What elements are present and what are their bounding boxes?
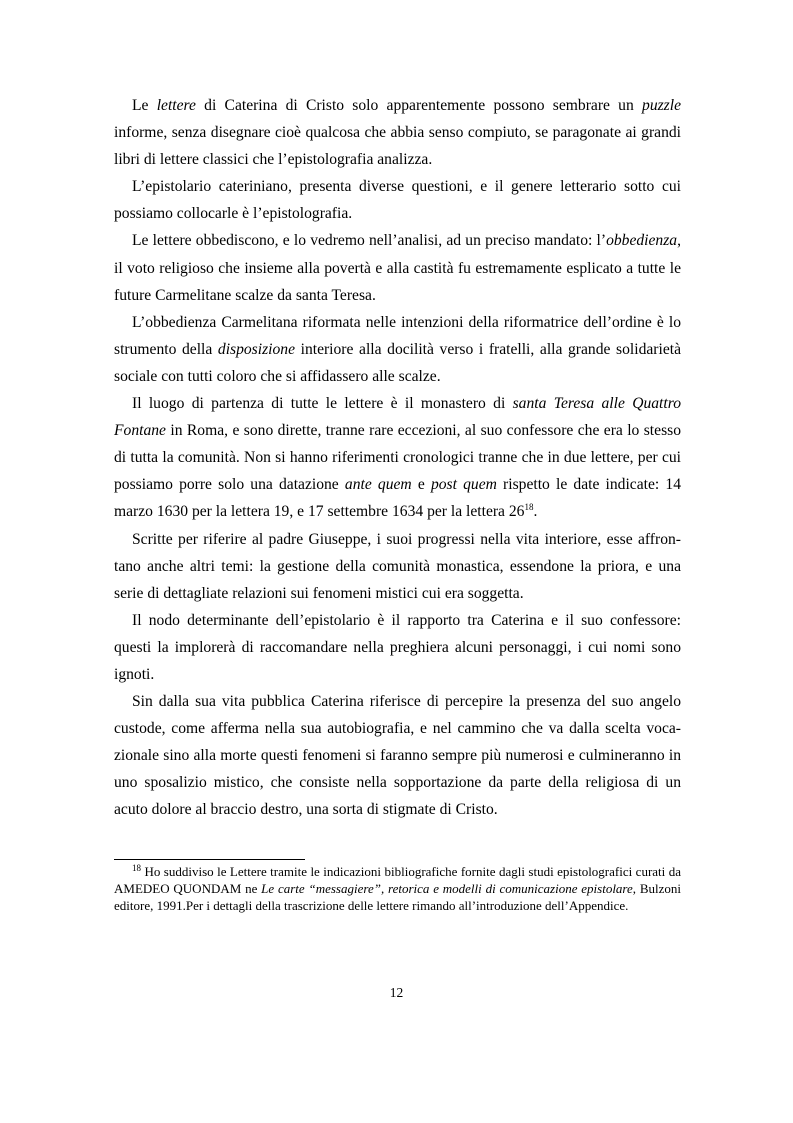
text-run: Il luogo di partenza di tutte le lettere è il monastero di: [132, 395, 513, 413]
italic-text: lettere: [156, 97, 196, 114]
text-run: Il nodo determinante dell’epistolario è il rapporto tra Caterina e il suo confessore: questi la implorerà di raccomandare nella preghiera alcuni personaggi, i cui nomi sono ignoti.: [114, 611, 681, 683]
text-run: Sin dalla sua vita pubblica Caterina riferisce di percepire la presenza del suo angelo custode, come afferma nella sua autobiografia, e nel cammino che va dalla scelta vocazionale sino alla morte questi fenomeni si faranno sempre più numerosi e culmineranno in uno sposalizio mistico, che consiste nella sopportazione da parte della religiosa di un acuto dolore al braccio destro, una sorta di stigmate di Cristo.: [114, 693, 681, 819]
footnote: [114, 863, 681, 915]
text-run: informe, senza disegnare cioè qualcosa che abbia senso compiuto, se paragonate ai grandi libri di lettere classici che l’epistolografia analizza.: [114, 124, 681, 169]
text-run: rispetto le date indicate: 14 marzo 1630 per la lettera 19, e 17 settembre 1634 per la lettera 26: [114, 476, 681, 521]
footnote-marker: 18: [132, 863, 141, 873]
text-run: interiore alla docilità verso i fratelli, alla grande solidarietà sociale con tutti coloro che si affidassero alle scalze.: [114, 340, 681, 385]
paragraph: [114, 526, 681, 607]
paragraph: [114, 607, 681, 688]
italic-text: post quem: [430, 476, 497, 494]
page-number: 12: [389, 985, 404, 1000]
paragraph: [114, 173, 681, 227]
italic-text: puzzle: [642, 97, 681, 114]
italic-text: Le carte “messagiere”, retorica e modelli di comunicazione epistolare: [261, 881, 633, 897]
paragraph: [114, 390, 681, 525]
italic-text: ante quem: [344, 476, 412, 494]
text-run: L’epistolario cateriniano, presenta diverse questioni, e il genere letterario sotto cui possiamo collocarle è l’epistolografia.: [114, 178, 681, 223]
text-run: e: [411, 476, 431, 494]
text-run: Le lettere obbediscono, e lo vedremo nell’analisi, ad un preciso mandato: l’: [132, 232, 607, 250]
text-run: in Roma, e sono dirette, tranne rare eccezioni, al suo confessore che era lo stesso di tutta la comunità. Non si hanno riferimenti cronologici tranne che in due lettere, per cui possiamo porre solo una datazione: [114, 422, 681, 494]
italic-text: disposizione: [217, 340, 295, 358]
text-run: Scritte per riferire al padre Giuseppe, i suoi progressi nella vita interiore, esse affrontano anche altri temi: la gestione della comunità monastica, essendone la priora, e una serie di dettagliate relazioni sui fenomeni mistici cui era soggetta.: [114, 530, 681, 602]
text-run: Ho suddiviso le Lettere tramite le indicazioni bibliografiche fornite dagli studi epistolografici curati da AMEDEO QUONDAM ne: [114, 864, 681, 897]
paragraph: [114, 688, 681, 823]
paragraph: [114, 92, 681, 173]
body-text: [114, 92, 681, 824]
italic-text: obbedienza: [606, 232, 678, 250]
text-run: .: [533, 503, 538, 521]
footnote-separator: [114, 859, 305, 860]
text-run: L’obbedienza Carmelitana riformata nelle intenzioni della riformatrice dell’ordine è lo strumento della: [114, 313, 681, 358]
text-run: Le: [132, 97, 157, 114]
footnote-reference: 18: [524, 502, 534, 513]
text-run: , il voto religioso che insieme alla povertà e alla castità fu estremamente esplicato a tutte le future Carmelitane scalze da santa Teresa.: [114, 232, 681, 304]
paragraph: [114, 227, 681, 308]
paragraph: [114, 309, 681, 390]
text-run: di Caterina di Cristo solo apparentemente possono sembrare un: [195, 97, 643, 114]
italic-text: santa Teresa alle Quattro Fontane: [114, 395, 682, 440]
text-run: , Bulzoni editore, 1991.Per i dettagli della trascrizione delle lettere rimando all’introduzione dell’Appendice.: [114, 881, 681, 914]
